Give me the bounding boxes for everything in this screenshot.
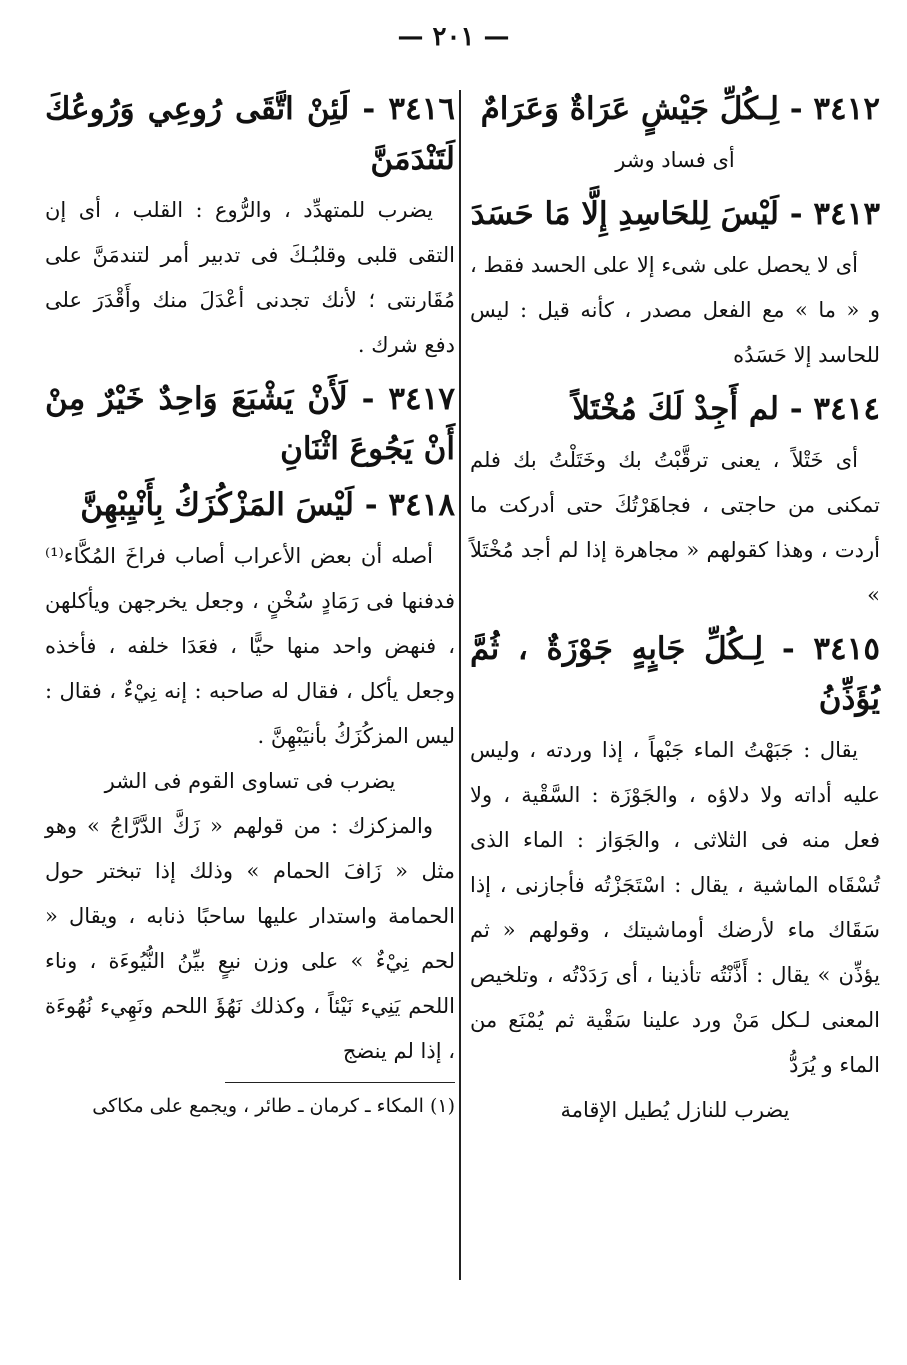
entry-text: يقال : جَبَهْتُ الماء جَبْهاً ، إذا وردته ، وليس عليه أداته ولا دلاؤه ، والجَوْزَة : السَّقْية ، ولا فعل منه فى الثلاثى ، والجَوَاز : الماء الذى تُسْقَاه الماشية ، يقال : اسْتَجَزْتُه فأجازنى ، إذا سَقَاك ماء لأرضك أوماشيتك ، وقولهم « ثم يؤذِّن » يقال : أَذَّنْتُه تأذينا ، أى رَدَدْتُه ، وتلخيص المعنى لـكل مَنْ ورد علينا سَقْية ثم يُمْنَع من الماء و يُرَدُّ bbox=[470, 738, 880, 1077]
entry-heading: ٣٤١٨ - لَيْسَ المَزْكُزَكُ بِأَنْيِبْهِنَّ bbox=[80, 487, 455, 523]
entry-usage-note: يضرب فى تساوى القوم فى الشر bbox=[104, 769, 396, 793]
entry-3413 bbox=[470, 189, 880, 378]
entry-3412 bbox=[470, 84, 880, 183]
entry-heading: ٣٤١٧ - لَأَنْ يَشْبَعَ وَاحِدٌ خَيْرٌ مِنْ أَنْ يَجُوعَ اثْنَانِ bbox=[45, 381, 455, 467]
column-divider bbox=[459, 90, 461, 1280]
entry-heading: ٣٤١٥ - لِـكُلِّ جَابٍهٍ جَوْزَةٌ ، ثُمَّ يُؤَذِّنُ bbox=[470, 631, 880, 717]
entry-text: أى فساد وشر bbox=[615, 148, 735, 172]
page-number: — ٢٠١ — bbox=[397, 22, 510, 52]
entry-text: أى لا يحصل على شىء إلا على الحسد فقط ، و « ما » مع الفعل مصدر ، كأنه قيل : ليس للحاسد إلا حَسَدُه bbox=[470, 253, 880, 367]
entry-text: يضرب للمتهدِّد ، والرُّوع : القلب ، أى إن التقى قلبى وقلبُـكَ فى تدبير أمر لتندمَنَّ على مُقَارنتى ؛ لأنك تجدنى أعْدَلَ منك وأَقْدَرَ على دفع شرك . bbox=[45, 198, 455, 357]
entry-heading: ٣٤١٢ - لِـكُلِّ جَيْشٍ عَرَاةٌ وَعَرَامٌ bbox=[480, 91, 880, 127]
entry-text: أصله أن بعض الأعراب أصاب فراخَ المُكَّاء⁽¹⁾ فدفنها فى رَمَادٍ سُخْنٍ ، وجعل يخرجهن ويأكلهن ، فنهض واحد منها حيًّا ، فعَدَا خلفه ، فأخذه وجعل يأكل ، فقال له صاحبه : إنه نِيْءٌ ، فقال : ليس المزكُزَكُ بأنيَبْهِنَّ . bbox=[45, 544, 455, 748]
entry-heading: ٣٤١٦ - لَئِنْ اتَّقَى رُوعِي وَرُوعُكَ لَتَنْدَمَنَّ bbox=[45, 91, 455, 177]
right-column bbox=[470, 78, 880, 1137]
entry-text: والمزكزك : من قولهم « زَكَّ الدَّرَّاجُ » وهو مثل « زَافَ الحمام » وذلك إذا تبختر حول الحمامة واستدار عليها ساحبًا ذنابه ، ويقال « لحم نِيْءٌ » على وزن نيعٍ بيِّنُ النُّيُوءَة ، وناء اللحم يَنِيء نَيْئاً ، وكذلك نَهُؤَ اللحم ونَهِيء نُهُوءَة ، إذا لم ينضج bbox=[45, 814, 455, 1063]
footnote-rule bbox=[225, 1082, 455, 1083]
entry-3416 bbox=[45, 84, 455, 368]
footnote: (١) المكاء ـ كرمان ـ طائر ، ويجمع على مكاكى bbox=[92, 1095, 455, 1117]
entry-3417 bbox=[45, 374, 455, 474]
entry-3418 bbox=[45, 480, 455, 1074]
entry-heading: ٣٤١٤ - لم أَجِدْ لَكَ مُخْتَلاً bbox=[572, 391, 880, 427]
entry-3415 bbox=[470, 624, 880, 1133]
entry-heading: ٣٤١٣ - لَيْسَ لِلحَاسِدِ إِلَّا مَا حَسَدَ bbox=[470, 196, 880, 232]
left-column bbox=[45, 78, 455, 1125]
entry-usage-note: يضرب للنازل يُطيل الإقامة bbox=[560, 1098, 790, 1122]
entry-3414 bbox=[470, 384, 880, 618]
entry-text: أى خَتْلاً ، يعنى ترقَّبْتُ بك وخَتَلْتُ بك فلم تمكنى من حاجتى ، فجاهَرْتُكَ حتى أدركت ما أردت ، وهذا كقولهم « مجاهرة إذا لم أجد مُخْتَلاً » bbox=[470, 448, 880, 607]
